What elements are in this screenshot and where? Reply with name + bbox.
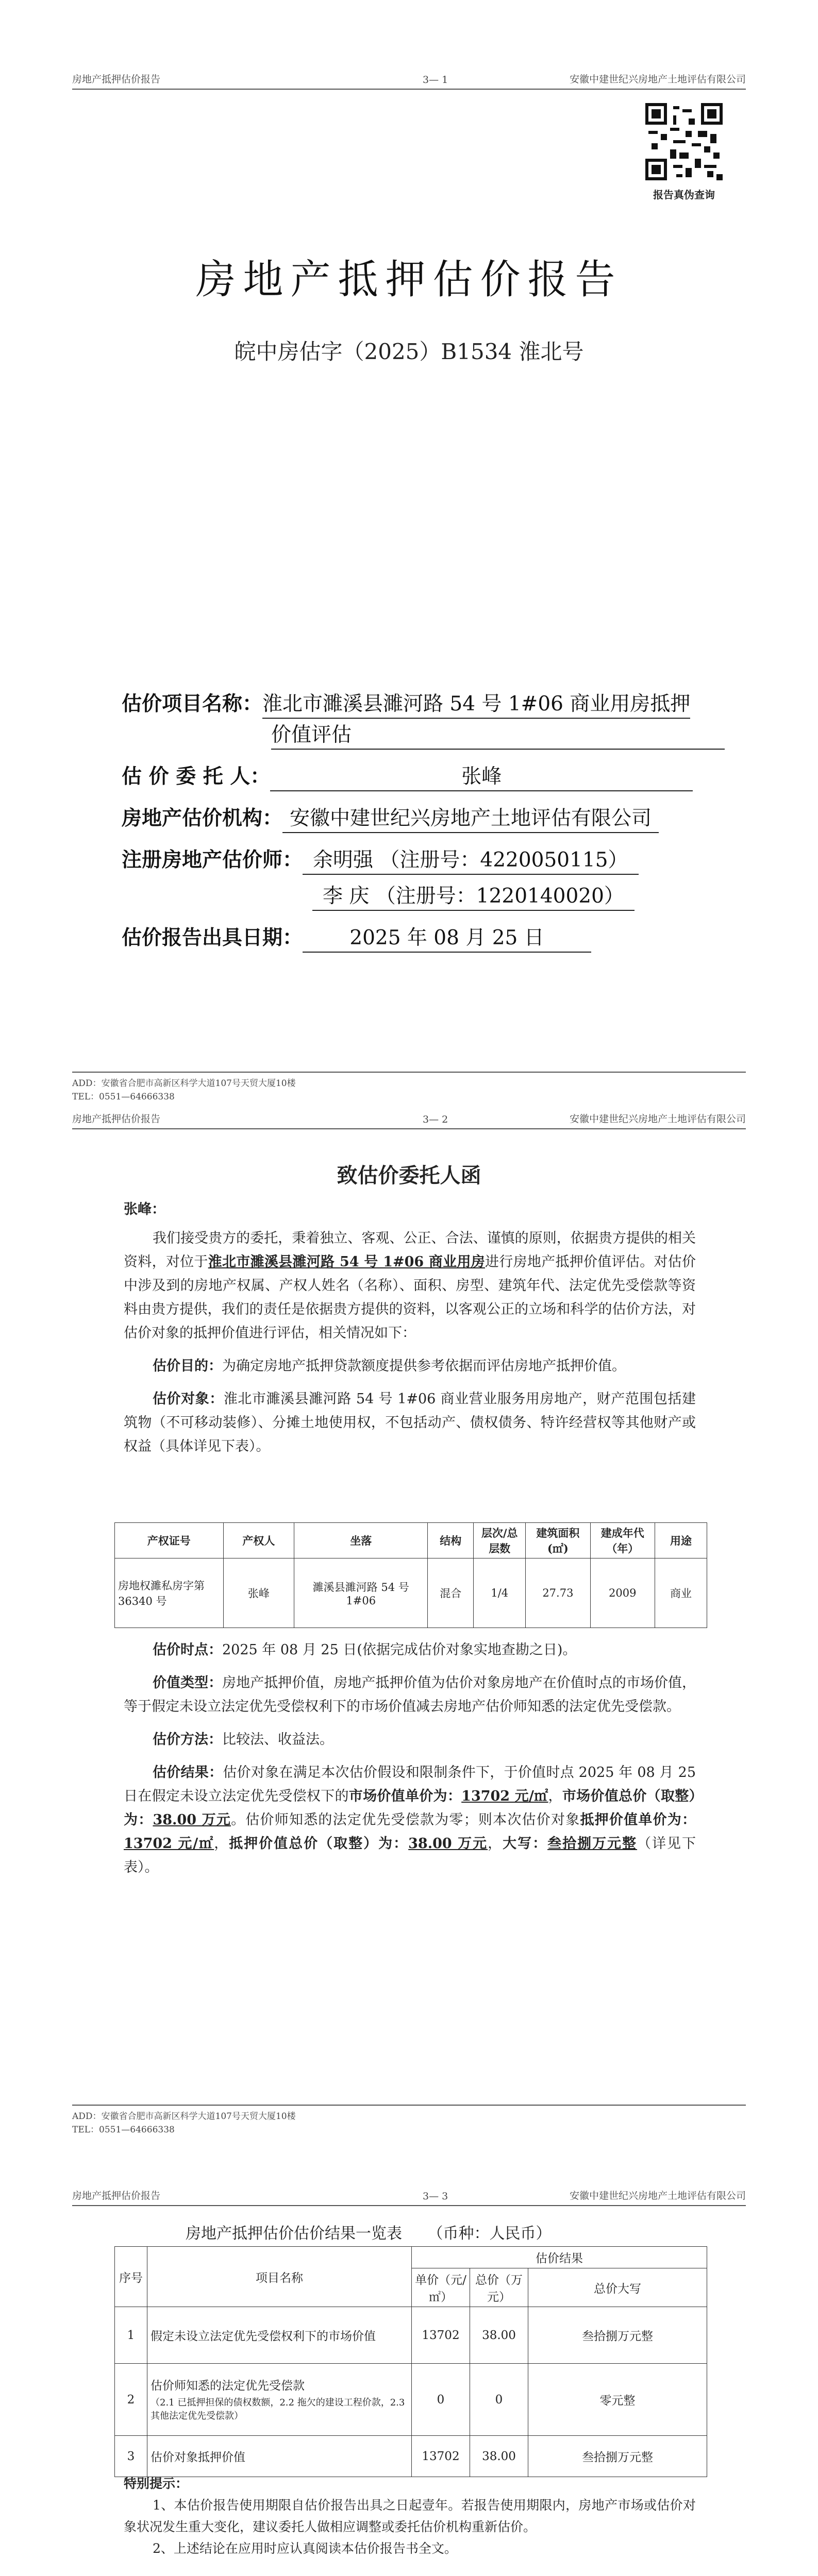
table-row — [115, 1558, 707, 1628]
date-row — [122, 924, 709, 953]
page-footer — [72, 2105, 746, 2137]
letter-intro — [124, 1227, 696, 1345]
type-label: 价值类型： — [153, 1675, 223, 1691]
col-unit: 单价（元/㎡） — [412, 2268, 470, 2307]
type-para — [124, 1671, 696, 1719]
table-header: 产权证号 — [115, 1523, 224, 1558]
table-cell: 13702 — [412, 2436, 470, 2477]
appraiser-1: 余明强 （注册号：4220050115） — [303, 847, 639, 875]
qr-code[interactable] — [645, 103, 723, 180]
table-cell: 房地权濉私房字第 36340 号 — [115, 1558, 224, 1628]
org-label: 房地产估价机构： — [122, 806, 283, 830]
cover-info — [122, 690, 709, 953]
mortgage-unit-price: 13702 元/㎡ — [124, 1836, 214, 1852]
table-cell: 叁拾捌万元整 — [528, 2436, 707, 2477]
table-header: 建筑面积(㎡) — [526, 1523, 590, 1558]
purpose-label: 估价目的： — [153, 1358, 222, 1374]
footer-tel: TEL：0551—64666338 — [72, 1092, 175, 1102]
result-text: 。估价师知悉的法定优先受偿款为零；则本次估价对象 — [231, 1812, 580, 1828]
date-label: 估价报告出具日期： — [122, 926, 303, 950]
intro-address: 淮北市濉溪县濉河路 54 号 1#06 商业用房 — [208, 1254, 486, 1270]
note-1: 1、本估价报告使用期限自估价报告出具之日起壹年。若报告使用期限内，房地产市场或估价对象状况发生重大变化，建议委托人做相应调整或委托估价机构重新估价。 — [124, 2498, 696, 2534]
page-header — [72, 1108, 746, 1129]
col-result: 估价结果 — [412, 2247, 707, 2268]
col-big: 总价大写 — [528, 2268, 707, 2307]
appraiser-row-2 — [122, 883, 709, 911]
method-para — [124, 1728, 696, 1752]
time-text: 2025 年 08 月 25 日(依据完成估价对象实地查勘之日)。 — [222, 1642, 577, 1658]
result-text: ， — [214, 1836, 229, 1852]
table-cell: 假定未设立法定优先受偿权利下的市场价值 — [147, 2307, 412, 2364]
table-cell: 估价对象抵押价值 — [147, 2436, 412, 2477]
header-title: 房地产抵押估价报告 — [72, 74, 161, 85]
header-page-number: 3— 2 — [423, 1114, 448, 1125]
market-total-price: 38.00 万元 — [153, 1812, 231, 1828]
summary-title-text: 房地产抵押估价估价结果一览表 — [186, 2225, 402, 2243]
project-value-cont: 价值评估 — [271, 722, 725, 750]
header-title: 房地产抵押估价报告 — [72, 2190, 161, 2201]
table-cell: 38.00 — [470, 2307, 528, 2364]
table-cell: 2009 — [590, 1558, 655, 1628]
table-cell: 1 — [115, 2307, 147, 2364]
table-cell: 1/4 — [474, 1558, 526, 1628]
result-text: 抵押价值单价为： — [580, 1812, 696, 1828]
client-label: 估 价 委 托 人： — [122, 765, 271, 788]
time-label: 估价时点： — [153, 1642, 222, 1658]
client-row — [122, 763, 709, 791]
table-cell: 3 — [115, 2436, 147, 2477]
intro-text-a: 我们接受贵方的委托，秉着独立、客观、公正、合法、谨慎的原则，依据贵方提供的相关资料，对位于 — [124, 1230, 696, 1270]
footer-address: ADD：安徽省合肥市高新区科学大道107号天贸大厦10楼 — [72, 2111, 296, 2122]
project-row — [122, 690, 709, 719]
table-cell: 2 — [115, 2364, 147, 2436]
table-cell: 13702 — [412, 2307, 470, 2364]
summary-table — [114, 2246, 707, 2477]
result-text: 抵押价值总价（取整）为： — [229, 1836, 409, 1852]
table-cell: 38.00 — [470, 2436, 528, 2477]
result-text: 大写： — [503, 1836, 548, 1852]
market-unit-price: 13702 元/㎡ — [461, 1788, 548, 1804]
table-header: 产权人 — [223, 1523, 294, 1558]
table-header: 层次/总层数 — [474, 1523, 526, 1558]
cover-page — [0, 0, 818, 1102]
table-header-row — [115, 1523, 707, 1558]
header-company: 安徽中建世纪兴房地产土地评估有限公司 — [569, 2190, 746, 2201]
special-notes — [124, 2473, 696, 2560]
col-item: 项目名称 — [147, 2247, 412, 2307]
method-text: 比较法、收益法。 — [222, 1732, 333, 1748]
table-header: 坐落 — [294, 1523, 428, 1558]
project-label: 估价项目名称： — [122, 692, 263, 716]
row-item-title: 估价师知悉的法定优先受偿款 — [151, 2379, 305, 2393]
org-value: 安徽中建世纪兴房地产土地评估有限公司 — [282, 805, 659, 833]
header-company: 安徽中建世纪兴房地产土地评估有限公司 — [569, 74, 746, 85]
object-para — [124, 1387, 696, 1459]
intro-text-c: 进行房地产抵押价值评估。对估价中涉及到的房地产权属、产权人姓名（名称）、面积、房型、建筑年代、法定优先受偿款等资料由贵方提供，我们的责任是依据贵方提供的资料，以客观公正的立场和科学的估价方法，对估价对象的抵押价值进行评估，相关情况如下： — [124, 1254, 696, 1341]
page-header — [72, 2184, 746, 2206]
date-value: 2025 年 08 月 25 日 — [303, 925, 591, 953]
table-row — [115, 2307, 707, 2364]
table-row — [115, 2364, 707, 2436]
table-cell: 叁拾捌万元整 — [528, 2307, 707, 2364]
purpose-para — [124, 1354, 696, 1378]
result-text: 市场价值总价（取整）为： — [124, 1788, 696, 1828]
qr-caption: 报告真伪查询 — [653, 189, 715, 201]
table-cell: 0 — [412, 2364, 470, 2436]
table-header: 用途 — [655, 1523, 707, 1558]
footer-address: ADD：安徽省合肥市高新区科学大道107号天贸大厦10楼 — [72, 1078, 296, 1089]
col-total: 总价（万元） — [470, 2268, 528, 2307]
appraiser-row — [122, 846, 709, 875]
table-cell: 商业 — [655, 1558, 707, 1628]
object-text: 淮北市濉溪县濉河路 54 号 1#06 商业营业服务用房地产，财产范围包括建筑物（不可移动装修）、分摊土地使用权，不包括动产、债权债务、特许经营权等其他财产或权益（具体详见下表）。 — [124, 1391, 696, 1454]
table-header: 结构 — [428, 1523, 474, 1558]
page-footer — [72, 1072, 746, 1104]
total-in-words: 叁拾捌万元整 — [547, 1836, 638, 1852]
appraiser-label: 注册房地产估价师： — [122, 848, 303, 872]
table-cell: 混合 — [428, 1558, 474, 1628]
table-cell — [147, 2364, 412, 2436]
summary-title — [186, 2221, 552, 2243]
result-text: 市场价值单价为： — [348, 1788, 462, 1804]
currency-note: （币种：人民币） — [427, 2225, 552, 2243]
summary-page — [0, 2184, 818, 2576]
table-header-row — [115, 2247, 707, 2268]
note-title: 特别提示： — [124, 2476, 189, 2491]
header-page-number: 3— 3 — [423, 2191, 448, 2202]
letter-page — [0, 1108, 818, 2159]
result-text: （详见下表）。 — [124, 1836, 696, 1875]
row-item-sub: （2.1 已抵押担保的债权数额，2.2 拖欠的建设工程价款，2.3 其他法定优先受偿款） — [151, 2397, 405, 2421]
table-row — [115, 2436, 707, 2477]
table-cell: 张峰 — [223, 1558, 294, 1628]
page-header — [72, 68, 746, 90]
table-header: 建成年代（年） — [590, 1523, 655, 1558]
result-label: 估价结果： — [153, 1765, 223, 1781]
result-para — [124, 1761, 696, 1879]
mortgage-total-price: 38.00 万元 — [408, 1836, 488, 1852]
property-table — [114, 1522, 707, 1628]
report-number: 皖中房估字（2025）B1534 淮北号 — [234, 339, 584, 364]
letter-body — [124, 1198, 696, 1459]
appraiser-2: 李 庆 （注册号：1220140020） — [312, 883, 635, 911]
header-page-number: 3— 1 — [423, 74, 448, 86]
result-text: 估价对象在满足本次估价假设和限制条件下，于价值时点 2025 年 08 月 25 日在假定未设立法定优先受偿权下的 — [124, 1765, 696, 1804]
letter-title: 致估价委托人函 — [337, 1163, 481, 1188]
header-company: 安徽中建世纪兴房地产土地评估有限公司 — [569, 1113, 746, 1125]
method-label: 估价方法： — [153, 1732, 222, 1748]
salutation: 张峰： — [124, 1201, 165, 1217]
table-cell: 0 — [470, 2364, 528, 2436]
purpose-text: 为确定房地产抵押贷款额度提供参考依据而评估房地产抵押价值。 — [222, 1358, 626, 1374]
org-row — [122, 805, 709, 833]
client-value: 张峰 — [270, 764, 693, 791]
note-2: 2、上述结论在应用时应认真阅读本估价报告书全文。 — [153, 2541, 457, 2556]
table-cell: 濉溪县濉河路 54 号 1#06 — [294, 1558, 428, 1628]
letter-body-2 — [124, 1638, 696, 1879]
result-text: ， — [548, 1788, 562, 1804]
footer-tel: TEL：0551—64666338 — [72, 2125, 175, 2135]
header-title: 房地产抵押估价报告 — [72, 1113, 161, 1125]
result-text: ， — [488, 1836, 503, 1852]
object-label: 估价对象： — [153, 1391, 224, 1407]
time-para — [124, 1638, 696, 1662]
project-row-2 — [122, 722, 709, 750]
table-cell: 零元整 — [528, 2364, 707, 2436]
table-cell: 27.73 — [526, 1558, 590, 1628]
report-title: 房地产抵押估价报告 — [195, 257, 623, 303]
col-seq: 序号 — [115, 2247, 147, 2307]
project-value: 淮北市濉溪县濉河路 54 号 1#06 商业用房抵押 — [262, 691, 690, 719]
type-text: 房地产抵押价值，房地产抵押价值为估价对象房地产在价值时点的市场价值，等于假定未设立法定优先受偿权利下的市场价值减去房地产估价师知悉的法定优先受偿款。 — [124, 1675, 696, 1715]
